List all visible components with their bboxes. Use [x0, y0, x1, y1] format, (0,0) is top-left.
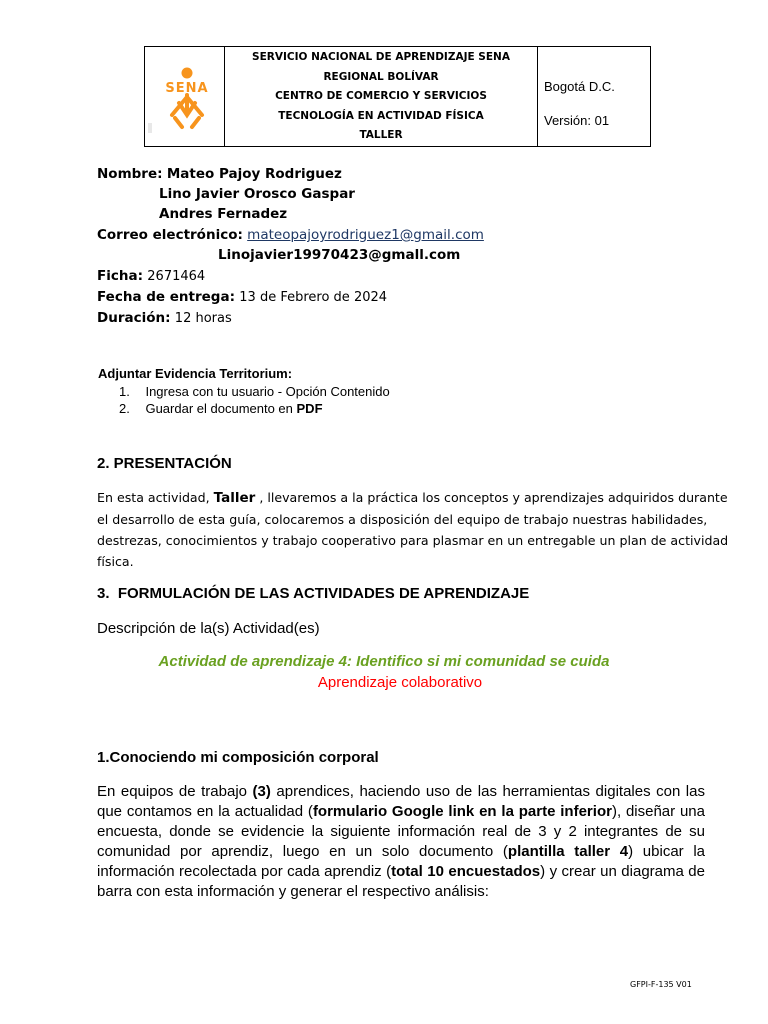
presentation-bold: Taller [213, 490, 256, 506]
name-2 [159, 186, 355, 202]
formulation-description: Descripción de la(s) Actividad(es) [97, 620, 320, 637]
formulation-heading: 3. FORMULACIÓN DE LAS ACTIVIDADES DE APRENDIZAJE [97, 585, 530, 602]
ficha-value: 2671464 [147, 269, 206, 284]
presentation-line-2: el desarrollo de esta guía, colocaremos a disposición del equipo de trabajo nuestras habilidades, [97, 512, 708, 527]
s1-p5: ) y crear un diagrama de barra con esta información y generar el respectivo análisis: [97, 863, 705, 900]
header-line-5: TALLER [359, 129, 403, 142]
presentation-line-1 [97, 487, 728, 509]
name-3-text: Andres Fernadez [159, 206, 288, 222]
section1-heading: 1.Conociendo mi composición corporal [97, 749, 379, 766]
duracion-label: Duración: [97, 310, 171, 326]
name-1: Mateo Pajoy Rodriguez [166, 166, 342, 182]
s1-b1: (3) [252, 783, 271, 800]
s1-p3: ), diseñar una encuesta, donde se evidencie la siguiente información real de 3 y 2 integrantes de su comunidad por aprendiz, luego en un solo documento ( [97, 803, 705, 860]
step-2-bold: PDF [296, 401, 323, 416]
activity-subtitle: Aprendizaje colaborativo [317, 674, 483, 691]
duracion-row [97, 310, 232, 326]
email-row [97, 227, 484, 243]
step-2-text: Guardar el documento en [145, 401, 297, 416]
email-link-1[interactable]: mateopajoyrodriguez1@gmail.com [247, 227, 484, 243]
ficha-row [97, 268, 205, 284]
presentation-line-3: destrezas, conocimientos y trabajo cooperativo para plasmar en un entregable un plan de actividad [97, 533, 729, 548]
s1-p1: En equipos de trabajo [97, 783, 253, 800]
presentation-paragraph [97, 487, 729, 572]
header-center [225, 47, 538, 146]
sena-logo-icon [145, 47, 224, 146]
email-label: Correo electrónico: [97, 227, 243, 243]
presentation-line-4: física. [97, 554, 134, 569]
s1-b2: formulario Google link en la parte inferior [312, 803, 612, 820]
footer-code: GFPI-F-135 V01 [630, 980, 692, 989]
logo-cell [145, 47, 225, 146]
email-2-text: Linojavier19970423@gmall.com [218, 247, 461, 263]
duracion-value: 12 horas [174, 311, 232, 326]
fecha-value: 13 de Febrero de 2024 [239, 290, 388, 305]
header-version: Versión: 01 [544, 113, 610, 128]
step-1-text: Ingresa con tu usuario - Opción Contenido [145, 384, 390, 399]
s1-p4: ) ubicar la información recolectada por cada aprendiz ( [97, 843, 705, 880]
fecha-row [97, 289, 387, 305]
presentation-intro: En esta actividad, [97, 490, 214, 505]
ficha-label: Ficha: [97, 268, 143, 284]
header-line-1: SERVICIO NACIONAL DE APRENDIZAJE SENA [252, 51, 510, 64]
header-line-3: CENTRO DE COMERCIO Y SERVICIOS [275, 90, 487, 103]
step-1-num: 1. [119, 384, 130, 399]
activity-title: Actividad de aprendizaje 4: Identifico si mi comunidad se cuida [158, 653, 610, 670]
email-2 [218, 247, 460, 263]
s1-b3: plantilla taller 4 [507, 843, 629, 860]
evidence-step-2 [119, 401, 323, 416]
header-city: Bogotá D.C. [544, 79, 615, 94]
header-line-2: REGIONAL BOLÍVAR [323, 70, 439, 83]
s1-b4: total 10 encuestados [391, 863, 541, 880]
presentation-heading: 2. PRESENTACIÓN [97, 455, 232, 472]
logo-text: SENA [165, 81, 209, 96]
name-3 [159, 206, 287, 222]
s1-p2: aprendices, haciendo uso de las herramientas digitales con las que contamos en la actualidad ( [97, 783, 705, 820]
step-2-num: 2. [119, 401, 130, 416]
evidence-step-1 [119, 384, 390, 399]
section1-paragraph [97, 782, 705, 902]
name-label: Nombre: [97, 166, 163, 182]
name-row [97, 166, 342, 182]
header-table [144, 46, 651, 147]
presentation-line-1-rest: , llevaremos a la práctica los conceptos y aprendizajes adquiridos durante [255, 490, 728, 505]
fecha-label: Fecha de entrega: [97, 289, 235, 305]
header-line-4: TECNOLOGÍA EN ACTIVIDAD FÍSICA [278, 109, 484, 122]
name-2-text: Lino Javier Orosco Gaspar [159, 186, 355, 202]
evidence-title: Adjuntar Evidencia Territorium: [98, 366, 293, 381]
header-right [538, 47, 650, 146]
